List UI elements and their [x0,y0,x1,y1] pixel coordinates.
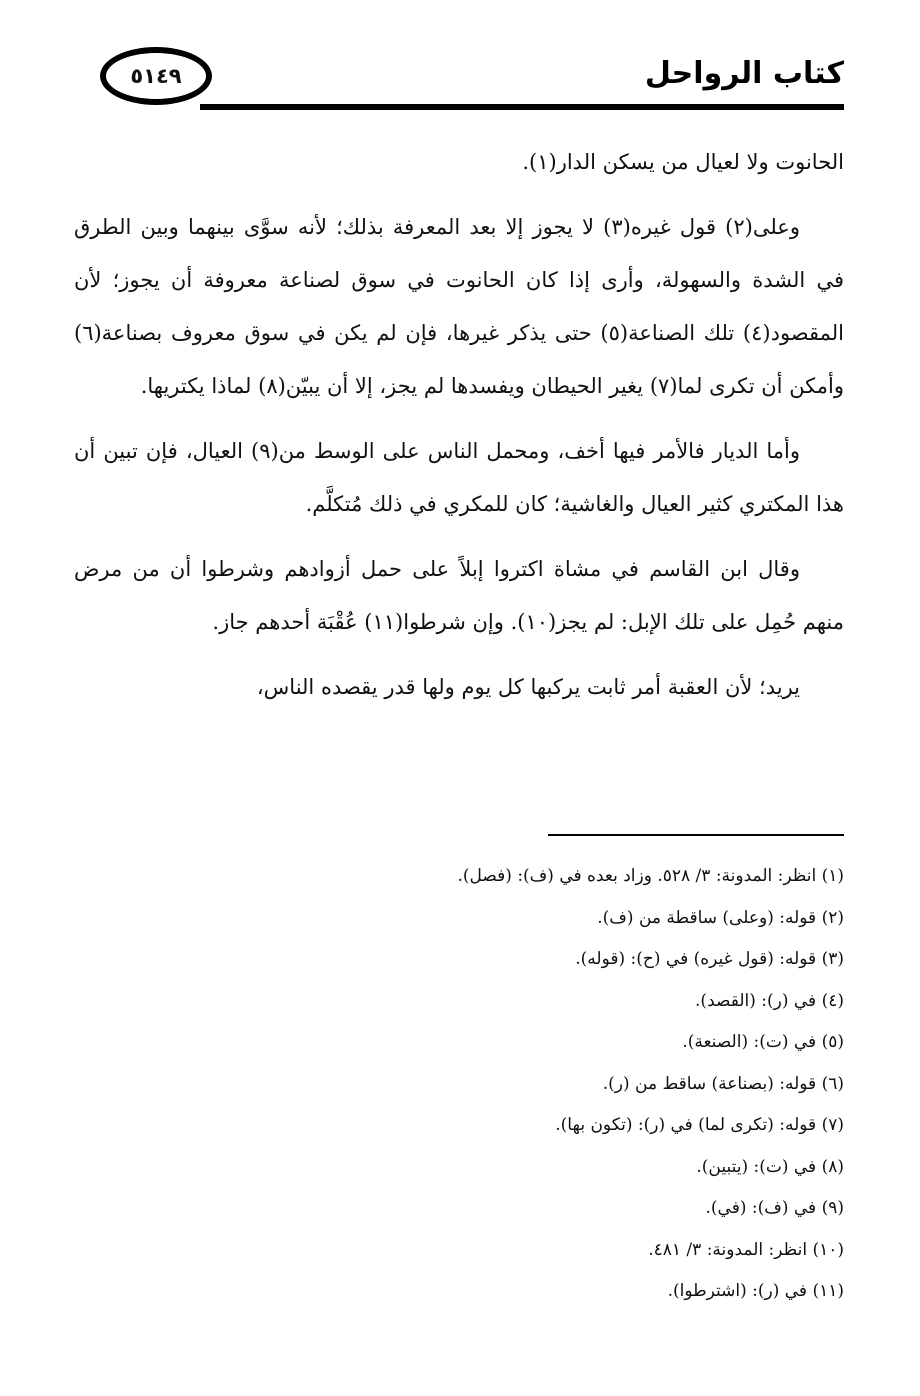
paragraph: الحانوت ولا لعيال من يسكن الدار(١). [522,150,844,174]
footnote: (٢) قوله: (وعلى) ساقطة من (ف). [597,907,844,928]
footnote: (١٠) انظر: المدونة: ٣/ ٤٨١. [648,1239,844,1260]
footnote: (٥) في (ت): (الصنعة). [682,1032,844,1052]
header-rule [200,104,844,110]
footnote: (٣) قوله: (قول غيره) في (ح): (قوله). [575,949,844,969]
footnote: (١١) في (ر): (اشترطوا). [667,1281,844,1301]
footnote: (٤) في (ر): (القصد). [695,990,844,1011]
book-title: كتاب الرواحل [644,56,844,91]
footnotes [74,856,844,1313]
footnote: (٨) في (ت): (يتبين). [696,1156,844,1177]
footnote: (١) انظر: المدونة: ٣/ ٥٢٨. وزاد بعده في (ف): (فصل). [457,866,844,886]
paragraph: وعلى(٢) قول غيره(٣) لا يجوز إلا بعد المعرفة بذلك؛ لأنه سوَّى بينهما وبين الطرق في الشدة والسهولة، وأرى إذا كان الحانوت في سوق لصناعة معروفة أن يجوز؛ لأن المقصود(٤) تلك الصناعة(٥) حتى يذكر غيرها، فإن لم يكن في سوق معروف بصناعة(٦) وأمكن أن تكرى لما(٧) يغير الحيطان ويفسدها لم يجز، إلا أن يبيّن(٨) لماذا يكتريها. [74,215,845,398]
footnote: (٩) في (ف): (في). [705,1198,844,1218]
footnote: (٧) قوله: (تكرى لما) في (ر): (تكون بها). [555,1115,844,1135]
footnote-separator [548,834,844,836]
main-text [74,136,844,726]
paragraph: وقال ابن القاسم في مشاة اكتروا إبلاً على حمل أزوادهم وشرطوا أن من مرض منهم حُمِل على تلك الإبل: لم يجز(١٠). وإن شرطوا(١١) عُقْبَة أحدهم جاز. [74,557,844,634]
paragraph: يريد؛ لأن العقبة أمر ثابت يركبها كل يوم ولها قدر يقصده الناس، [256,675,800,699]
footnote: (٦) قوله: (بصناعة) ساقط من (ر). [602,1073,844,1094]
page-number: ٥١٤٩ [130,64,182,88]
paragraph: وأما الديار فالأمر فيها أخف، ومحمل الناس على الوسط من(٩) العيال، فإن تبين أن هذا المكتري كثير العيال والغاشية؛ كان للمكري في ذلك مُتكلَّم. [74,439,844,516]
page-number-badge [100,47,212,105]
